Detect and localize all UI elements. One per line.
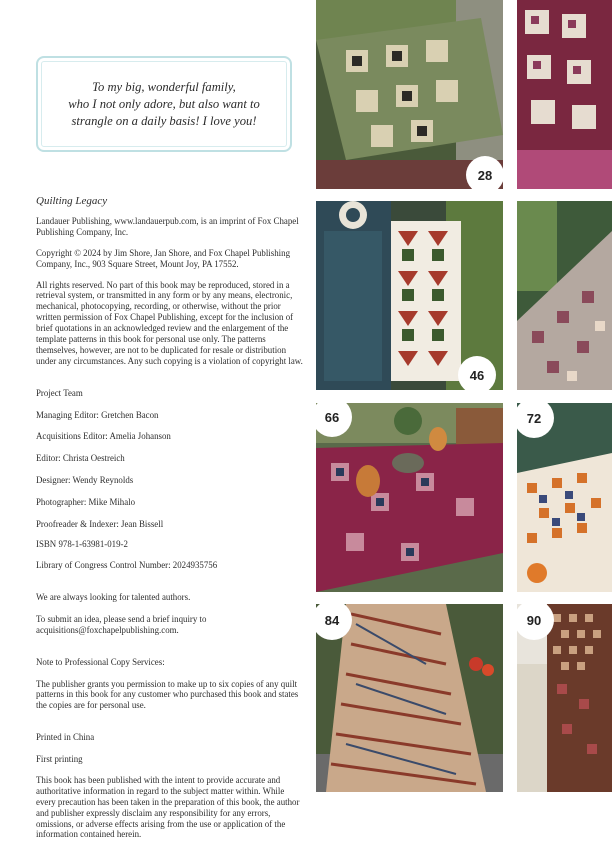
printing: First printing	[36, 753, 83, 764]
dedication-box	[36, 56, 292, 152]
page-number-badge: 28	[466, 156, 503, 189]
quilt-photo	[316, 604, 503, 792]
page-number-badge: 66	[316, 403, 352, 437]
dedication-line: who I not only adore, but also want to	[68, 96, 260, 111]
quilt-photo	[316, 201, 503, 390]
imprint-text: Landauer Publishing, www.landauerpub.com, is an imprint of Fox Chapel Publishing Company, Inc.	[36, 215, 299, 237]
team-member: Managing Editor: Gretchen Bacon	[36, 409, 159, 420]
copy-note-heading: Note to Professional Copy Services:	[36, 656, 165, 667]
team-member: Proofreader & Indexer: Jean Bissell	[36, 518, 164, 529]
team-member: Acquisitions Editor: Amelia Johanson	[36, 431, 171, 442]
printed-in: Printed in China	[36, 732, 95, 743]
dedication-text	[49, 79, 279, 130]
disclaimer: This book has been published with the intent to provide accurate and authoritative information in regard to the subject matter within. While every precaution has been taken in the preparation of this book, the author and publisher expressly disclaim any responsibility for any errors, omissions, or adverse effects arising from the use or application of the information contained herein.	[36, 774, 300, 840]
isbn: ISBN 978-1-63981-019-2	[36, 539, 128, 550]
lccn: Library of Congress Control Number: 2024935756	[36, 560, 218, 571]
rights-text: All rights reserved. No part of this book may be reproduced, stored in a retrieval system, or transmitted in any form or by any means, electronic, mechanical, photocopying, recording, or otherwise, without the prior written permission of Fox Chapel Publishing, except for the inclusion of brief quotations in an acknowledged review and the enlargement of the template patterns in this book for personal use only. The patterns themselves, however, are not to be duplicated for resale or distribution under any circumstances. Any such copying is a violation of copyright law.	[36, 279, 303, 366]
page-number-badge: 46	[458, 356, 496, 390]
authors-line: We are always looking for talented authors.	[36, 592, 191, 603]
copy-services-note	[36, 646, 306, 711]
page-number-badge: 84	[316, 604, 352, 640]
authors-inquiry: To submit an idea, please send a brief inquiry to acquisitions@foxchapelpublishing.com.	[36, 614, 207, 635]
team-heading: Project Team	[36, 387, 83, 398]
dedication-line: strangle on a daily basis! I love you!	[71, 113, 257, 128]
copyright-line: Copyright © 2024 by Jim Shore, Jan Shore, and Fox Chapel Publishing Company, Inc., 903 Square Street, Mount Joy, PA 17552.	[36, 247, 291, 269]
team-member: Editor: Christa Oestreich	[36, 453, 125, 464]
quilt-photo	[517, 201, 612, 390]
quilt-photo	[316, 403, 503, 592]
red-quilt-image	[517, 0, 612, 189]
project-team	[36, 377, 306, 530]
quilt-photo	[517, 403, 612, 592]
team-member: Photographer: Mike Mihalo	[36, 496, 136, 507]
dedication-line: To my big, wonderful family,	[92, 79, 236, 94]
copyright-block	[36, 196, 306, 850]
quilt-photo	[517, 0, 612, 189]
quilt-photo	[517, 604, 612, 792]
quilt-photo	[316, 0, 503, 189]
authors-note	[36, 581, 306, 636]
copy-note-text: The publisher grants you permission to make up to six copies of any quilt patterns in this book for any customer who purchased this book and states the copies are for personal use.	[36, 678, 299, 711]
page-number-badge: 90	[517, 604, 554, 640]
printing-info	[36, 721, 306, 765]
team-member: Designer: Wendy Reynolds	[36, 474, 134, 485]
patchwork-quilt-image	[517, 201, 612, 390]
page-number-badge: 72	[517, 403, 554, 438]
book-title: Quilting Legacy	[36, 195, 108, 207]
